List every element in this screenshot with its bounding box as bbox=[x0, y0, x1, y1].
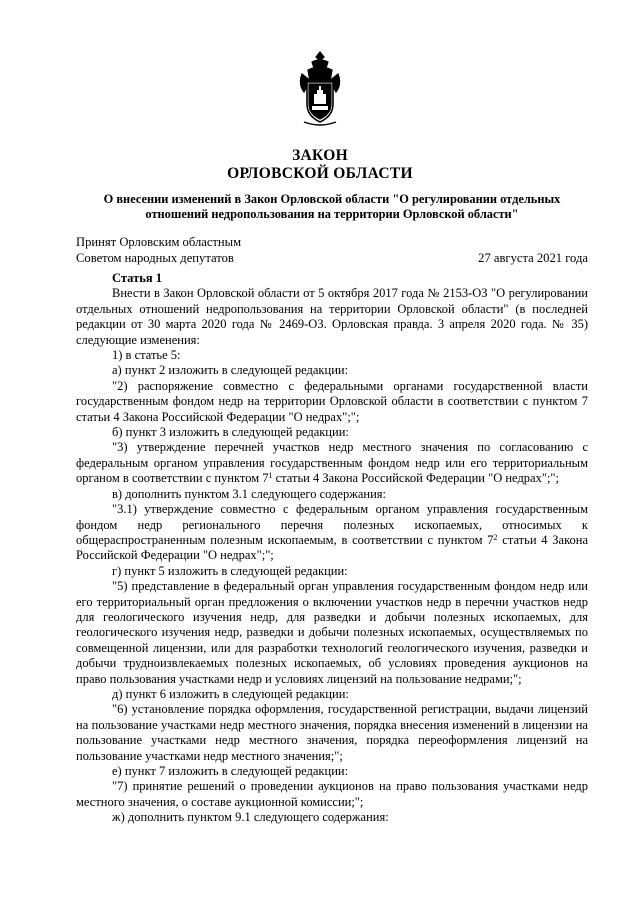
adopted-by bbox=[76, 234, 241, 266]
article-heading: Статья 1 bbox=[112, 271, 162, 285]
superscript: 1 bbox=[268, 471, 273, 481]
subtitle-line: О внесении изменений в Закон Орловской области "О регулировании отдельных bbox=[103, 192, 561, 206]
paragraph-text: статьи 4 Закона Российской Федерации "О недрах";"; bbox=[76, 532, 588, 563]
paragraph: в) дополнить пунктом 3.1 следующего содержания: bbox=[112, 486, 386, 501]
law-title: ЗАКОН bbox=[292, 147, 348, 164]
paragraph bbox=[76, 440, 588, 486]
subtitle-line: отношений недропользования на территории Орловской области" bbox=[145, 207, 519, 221]
paragraph: ж) дополнить пунктом 9.1 следующего содержания: bbox=[112, 810, 389, 825]
paragraph: а) пункт 2 изложить в следующей редакции: bbox=[112, 363, 349, 378]
law-body bbox=[76, 271, 588, 826]
region-title: ОРЛОВСКОЙ ОБЛАСТИ bbox=[227, 165, 413, 182]
paragraph: б) пункт 3 изложить в следующей редакции: bbox=[112, 425, 349, 440]
adopted-line: Советом народных депутатов bbox=[76, 251, 234, 265]
coat-of-arms-emblem bbox=[298, 50, 342, 130]
paragraph bbox=[76, 502, 588, 564]
paragraph: Внести в Закон Орловской области от 5 октября 2017 года № 2153-ОЗ "О регулировании отдельных отношений недропользования на территории Орловской области" (в последней редакции от 30 марта 2020 года № 2469-ОЗ. Орловская правда. 3 апреля 2020 года. № 35) следующие изменения: bbox=[76, 286, 588, 347]
paragraph: "6) установление порядка оформления, государственной регистрации, выдачи лицензий на пользование участками недр местного значения, порядка внесения изменений в лицензии на пользование участками недр местного значения, порядка переоформления лицензий на пользование участками недр местного значения;"; bbox=[76, 702, 588, 763]
adopted-line: Принят Орловским областным bbox=[76, 235, 242, 249]
paragraph: "7) принятие решений о проведении аукционов на право пользования участками недр местного значения, о составе аукционной комиссии;"; bbox=[76, 779, 588, 809]
paragraph-text: "3.1) утверждение совместно с федеральным органом управления государственным фондом недр регионального перечня полезных ископаемых, относимых к общераспространенным полезным ископаемым, в соответствии с пунктом 7 bbox=[76, 502, 588, 547]
paragraph: д) пункт 6 изложить в следующей редакции: bbox=[112, 686, 349, 701]
paragraph: "5) представление в федеральный орган управления государственным фондом недр или его территориальный орган предложения о включении участков недр в перечни участков недр для геологического изучения недр, для разведки и добычи полезных ископаемых, для геологического изучения недр, разведки и добычи полезных ископаемых, осуществляемых по совмещенной лицензии, или для разработки технологий геологического изучения, разведки и добычи трудноизвлекаемых полезных ископаемых, об условиях проведения аукционов на право пользования участками недр и условиях лицензий на пользование недрами;"; bbox=[76, 579, 588, 686]
law-subtitle bbox=[76, 192, 588, 222]
paragraph: е) пункт 7 изложить в следующей редакции: bbox=[112, 764, 349, 778]
paragraph-text: "3) утверждение перечней участков недр местного значения по согласованию с федеральным органом управления государственным фондом недр или его территориальным органом в соответствии с пунктом 7 bbox=[76, 440, 588, 486]
superscript: 2 bbox=[493, 532, 498, 542]
paragraph: "2) распоряжение совместно с федеральными органами государственной власти государственным фондом недр на территории Орловской области в соответствии с пунктом 7 статьи 4 Закона Российской Федерации "О недрах";"; bbox=[76, 378, 588, 424]
paragraph: 1) в статье 5: bbox=[112, 348, 181, 363]
adoption-date: 27 августа 2021 года bbox=[478, 251, 588, 265]
paragraph-text: статьи 4 Закона Российской Федерации "О недрах";"; bbox=[272, 471, 559, 486]
paragraph: г) пункт 5 изложить в следующей редакции: bbox=[112, 563, 348, 578]
